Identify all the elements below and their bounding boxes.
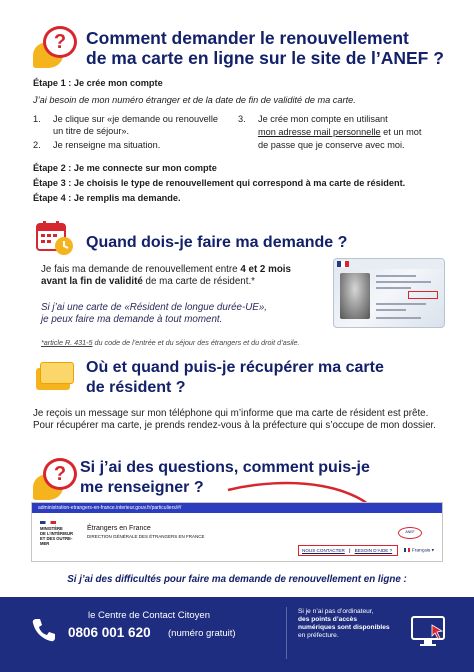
- browser-url-bar: administration-etrangers-en-france.interieur.gouv.fr/particuliers/#/: [32, 503, 442, 513]
- legal-footnote: *article R. 431-5 du code de l’entrée et du séjour des étrangers et du droit d’asile.: [41, 338, 300, 347]
- anef-website-screenshot: administration-etrangers-en-france.interieur.gouv.fr/particuliers/#/ MINISTÈRE DE L’INTÉRIEUR ET DES OUTRE-MER Étrangers en France DIRECTION GÉNÉRALE DES ÉTRANGERS EN FRANCE ANEF NOUS CONTACTER | BESOIN D’AIDE ? Français ▾: [31, 502, 443, 562]
- question-bubble-icon: ?: [33, 458, 77, 502]
- step1-intro: J’ai besoin de mon numéro étranger et de la date de fin de validité de ma carte.: [33, 95, 356, 105]
- section-title-where: Où et quand puis-je récupérer ma carte de résident ?: [86, 359, 384, 396]
- calendar-clock-icon: [36, 220, 74, 256]
- difficulty-heading: Si j’ai des difficultés pour faire ma demande de renouvellement en ligne :: [67, 574, 407, 585]
- card-stack-icon: [36, 362, 74, 390]
- step3-title: Étape 3 : Je choisis le type de renouvellement qui correspond à ma carte de résident.: [33, 178, 406, 188]
- phone-icon: [30, 616, 58, 644]
- no-computer-note: Si je n’ai pas d’ordinateur, des points d’accès numériques sont disponibles en préfecture.: [298, 608, 390, 639]
- when-paragraph: Je fais ma demande de renouvellement entre 4 et 2 mois avant la fin de validité de ma carte de résident.*: [41, 264, 291, 287]
- step1-title: Étape 1 : Je crée mon compte: [33, 78, 163, 88]
- computer-monitor-icon: [410, 615, 450, 649]
- card-photo: [340, 273, 370, 319]
- site-subtitle: DIRECTION GÉNÉRALE DES ÉTRANGERS EN FRANCE: [87, 534, 205, 539]
- article-link[interactable]: *article R. 431-5: [41, 338, 93, 347]
- contact-us-link[interactable]: NOUS CONTACTER: [302, 548, 345, 553]
- question-bubble-icon: ?: [33, 26, 77, 70]
- help-link[interactable]: BESOIN D’AIDE ?: [354, 548, 393, 553]
- footer-divider: [286, 607, 287, 659]
- phone-note: (numéro gratuit): [168, 628, 236, 639]
- email-link[interactable]: mon adresse mail personnelle: [258, 127, 381, 137]
- list-item: 2. Je renseigne ma situation.: [33, 140, 161, 150]
- step-list-left: [33, 113, 233, 153]
- site-name: Étrangers en France: [87, 525, 151, 532]
- contact-footer: [0, 597, 474, 672]
- phone-number[interactable]: 0806 001 620: [68, 625, 151, 640]
- ministry-logo: MINISTÈRE DE L’INTÉRIEUR ET DES OUTRE-MER: [40, 521, 80, 546]
- anef-logo: ANEF: [398, 527, 422, 539]
- list-item: 3. Je crée mon compte en utilisant mon adresse mail personnelle et un mot de passe que je conserve avec moi.: [238, 114, 422, 150]
- expiry-date-highlight: [408, 291, 438, 299]
- step2-title: Étape 2 : Je me connecte sur mon compte: [33, 163, 217, 173]
- contact-center-name: le Centre de Contact Citoyen: [88, 610, 210, 621]
- section-title-when: Quand dois-je faire ma demande ?: [86, 234, 348, 251]
- list-item: 1. Je clique sur «je demande ou renouvelle un titre de séjour».: [33, 114, 218, 136]
- step4-title: Étape 4 : Je remplis ma demande.: [33, 193, 181, 203]
- language-selector[interactable]: Français ▾: [404, 548, 434, 553]
- where-paragraph: Je reçois un message sur mon téléphone qui m’informe que ma carte de résident est prête. Pour récupérer ma carte, je prends rendez-vous à la préfecture qui s’occupe de mon dossier.: [33, 408, 436, 431]
- section-title-questions: Si j’ai des questions, comment puis-je me renseigner ?: [80, 459, 370, 496]
- section-title-renewal: Comment demander le renouvellement de ma carte en ligne sur le site de l’ANEF ?: [86, 28, 444, 68]
- long-term-resident-note: Si j’ai une carte de «Résident de longue durée-UE», je peux faire ma demande à tout moment.: [41, 302, 268, 325]
- resident-card-image: [333, 258, 445, 328]
- step-list-right: [238, 113, 438, 153]
